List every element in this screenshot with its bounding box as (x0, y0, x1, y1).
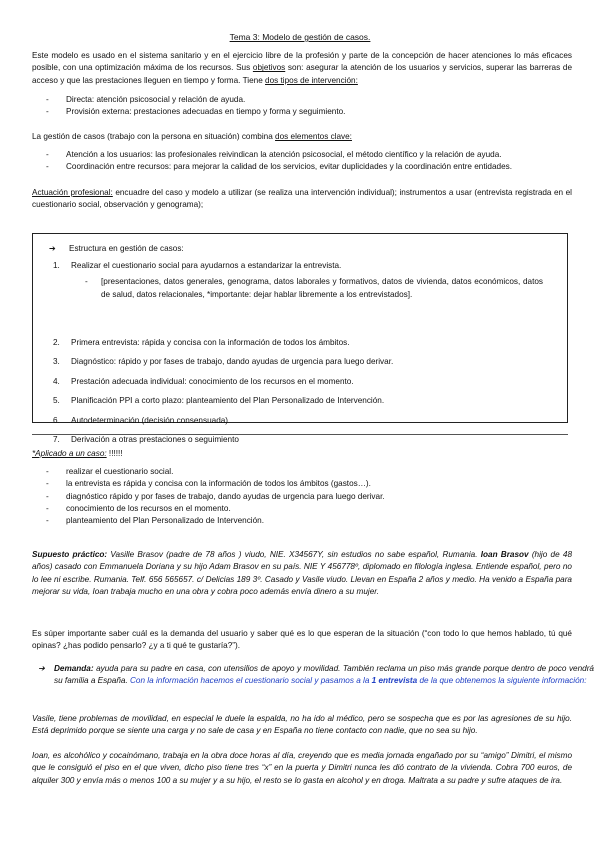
vasile-paragraph: Vasile, tiene problemas de movilidad, en especial le duele la espalda, no ha ido al médico, pero se sospecha que es por las agresiones de su hijo. Está deprimido porque se siente una carga y no sale de casa y en España no tiene contacto con nadie, que no sea su hijo. (32, 714, 572, 736)
list-item: - diagnóstico rápido y por fases de trabajo, dando ayudas de urgencia para luego derivar. (32, 491, 572, 503)
intro-paragraph (32, 50, 572, 87)
caso-marks: !!!!!! (106, 449, 123, 458)
page-title: Tema 3: Modelo de gestión de casos. (229, 32, 371, 42)
arrow-right-icon: ➔ (38, 664, 45, 673)
cuestionario-details (85, 276, 543, 301)
step-text: Derivación a otras prestaciones o seguimiento (71, 435, 239, 444)
tipos-heading: dos tipos de intervención: (265, 75, 358, 85)
divider (32, 434, 568, 435)
caso-heading (32, 448, 572, 460)
elementos-clave-heading: dos elementos clave: (275, 132, 352, 141)
list-item: - la entrevista es rápida y concisa con la información de todos los ámbitos (gastos…). (32, 478, 572, 490)
demanda-text: ayuda para su padre en casa, con utensilios de apoyo y movilidad. También reclama un piso más grande porque dentro de poco vendrá su familia a España. (54, 664, 594, 686)
step-text: Diagnóstico: rápido y por fases de trabajo, dando ayudas de urgencia para luego derivar. (71, 357, 394, 366)
list-item: - planteamiento del Plan Personalizado de Intervención. (32, 515, 572, 527)
step-item (53, 415, 553, 435)
actuacion-text: encuadre del caso y modelo a utilizar (se realiza una intervención individual); instrumentos a usar (entrevista registrada en el cuestionario social, observación y genograma); (32, 188, 572, 210)
demanda-label: Demanda: (54, 664, 94, 673)
actuacion-label: Actuación profesional: (32, 188, 113, 197)
step-number: 3. (53, 357, 60, 366)
step-number: 4. (53, 376, 60, 386)
step-item (53, 395, 553, 415)
ioan-paragraph: Ioan, es alcohólico y cocainómano, trabaja en la obra doce horas al día, creyendo que es media jornada engañado por su “amigo” Dimitri, el mismo que le consiguió el piso en el que viven, dicho piso tiene tres “x” en la puerta y Dimitri nunca les dió contrato de la vivienda. Cobra 700 euros, de alquiler 300 y envía más o menos 100 a su mujer y a su hijo, el resto se lo gasta en alcohol y en droga. Maltrata a su padre y sufre ataques de ira. (32, 751, 572, 785)
step-text: Planificación PPI a corto plazo: planteamiento del Plan Personalizado de Intervención. (71, 396, 385, 405)
supuesto-text-b: (hijo de 48 años) casado con Emmanuela Doriana y su hijo Adam Brasov en su país. NIE Y 456778º, diplomado en filología inglesa. Entiende español, pero no lo lee ni escribe. Rumania. Telf. 656 565657. c/ Delicias 189 3º. Casado y Vasile viudo. Llevan en España 2 años y medio. Ha venido a España para mejorar su vida, Ioan trabaja mucho en una obra y cobra poco además envía dinero a su mujer. (32, 550, 572, 596)
supuesto-name: Ioan Brasov (480, 550, 529, 559)
list-item: - realizar el cuestionario social. (32, 466, 572, 478)
step-text: Realizar el cuestionario social para ayudarnos a estandarizar la entrevista. (71, 261, 342, 270)
actuacion-paragraph (32, 187, 572, 212)
step-number: 2. (53, 337, 60, 347)
sub-dash: - (85, 277, 88, 286)
gestion-paragraph (32, 131, 572, 143)
estructura-box (32, 233, 568, 444)
step-item (53, 337, 553, 357)
list-item: - Coordinación entre recursos: para mejorar la calidad de los servicios, evitar duplicidades y la coordinación entre entidades. (32, 161, 572, 173)
estructura-heading (49, 243, 184, 255)
intro-text-b: son: asegurar la atención de los usuarios y servicios, superar las barreras de acceso y que las prestaciones lleguen en tiempo y forma. Tiene (32, 63, 573, 85)
tipos-list (32, 94, 572, 119)
arrow-right-icon: ➔ (49, 244, 56, 253)
step-text: Primera entrevista: rápida y concisa con la información de todos los ámbitos. (71, 337, 350, 347)
caso-label: *Aplicado a un caso: (32, 449, 107, 458)
step-number: 6. (53, 415, 60, 425)
demanda-entrevista: 1 entrevista (371, 676, 418, 686)
step-text: Autodeterminación (decisión consensuada) (71, 415, 229, 425)
step-number: 5. (53, 396, 60, 405)
list-item: - conocimiento de los recursos en el momento. (32, 503, 572, 515)
supuesto-label: Supuesto práctico: (32, 550, 108, 559)
gestion-list (32, 149, 572, 174)
cuestionario-details-text: [presentaciones, datos generales, genograma, datos laborales y formativos, datos de vivienda, datos económicos, datos de salud, datos relacionales, *importante: dejar hablar libremente a los entrevistados]. (101, 277, 543, 299)
step-number: 7. (53, 435, 60, 444)
list-item: - Directa: atención psicosocial y relación de ayuda. (32, 94, 572, 106)
step-number: 1. (53, 261, 60, 270)
step-text: Prestación adecuada individual: conocimiento de los recursos en el momento. (71, 376, 354, 386)
estructura-heading-text: Estructura en gestión de casos: (69, 244, 184, 253)
list-item: - Provisión externa: prestaciones adecuadas en tiempo y forma y seguimiento. (32, 106, 572, 118)
supuesto-paragraph (32, 549, 572, 598)
demanda-blue-text: Con la información hacemos el cuestionario social y pasamos a la (130, 676, 372, 686)
demanda-paragraph (32, 663, 594, 688)
step-item (53, 356, 553, 376)
list-item: - Atención a los usuarios: las profesionales reivindican la atención psicosocial, el método científico y la relación de ayuda. (32, 149, 572, 161)
demanda-blue-text-b: de la que obtenemos la siguiente información: (417, 676, 587, 686)
supuesto-text-a: Vasille Brasov (padre de 78 años ) viudo, NIE. X34567Y, sin estudios no sabe español, Rumania. (107, 550, 481, 559)
intro-text-a: Este modelo es usado en el sistema sanitario y en el ejercicio libre de la profesión y parte de la concepción de hacer atenciones lo más eficaces posible, con una optimización máxima de los recursos. Sus (32, 51, 572, 73)
importante-paragraph: Es súper importante saber cuál es la demanda del usuario y saber qué es lo que esperan de la situación (“con todo lo que hemos hablado, tú qué opinas? ¿has podido pensarlo? ¿y a ti qué te gustaría?”). (32, 629, 572, 651)
gestion-lead: La gestión de casos (trabajo con la persona en situación) combina (32, 132, 276, 141)
step-item (53, 376, 553, 396)
objetivos-link: objetivos (252, 63, 286, 73)
caso-list (32, 466, 572, 527)
